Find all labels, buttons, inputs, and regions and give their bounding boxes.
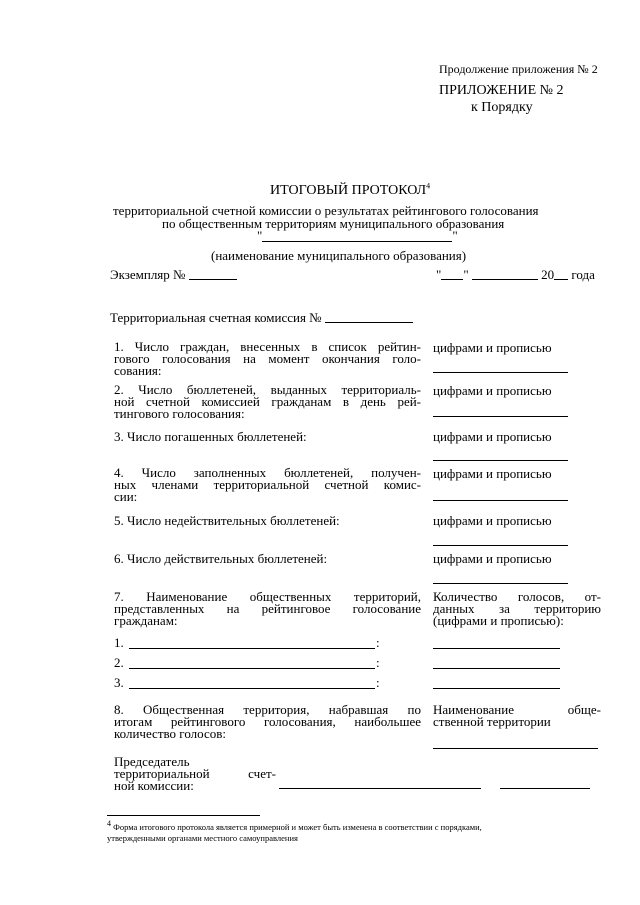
municipality-name-field: " "	[257, 228, 458, 243]
item-8-answer-line	[433, 748, 598, 749]
item-8-text: 8. Общественная территория, набравшая по итогам рейтингового голосования, наибольшее количество голосов:	[114, 702, 421, 741]
appendix-label: ПРИЛОЖЕНИЕ № 2	[439, 83, 564, 98]
territory-row-2-name-line	[129, 668, 375, 669]
chairman-name-line	[279, 788, 481, 789]
item-4-text: 4. Число заполненных бюллетеней, получен- ных членами территориальной счетной комис- сии:	[114, 465, 421, 504]
item-6-answer-hint: цифрами и прописью	[433, 551, 552, 566]
item-4-answer-line	[433, 500, 568, 501]
item-3-text: 3. Число погашенных бюллетеней:	[114, 429, 307, 444]
territory-row-1-name-line	[129, 648, 375, 649]
item-5-answer-hint: цифрами и прописью	[433, 513, 552, 528]
item-4-answer-hint: цифрами и прописью	[433, 466, 552, 481]
chairman-signature-label: Председатель территориальной счет- ной комиссии:	[114, 754, 276, 793]
continuation-label: Продолжение приложения № 2	[439, 62, 598, 76]
territory-row-1-votes-line	[433, 648, 560, 649]
title-line-2: по общественным территориям муниципального образования	[162, 216, 505, 231]
territory-row-3-colon: :	[376, 675, 380, 690]
copy-number-line: Экземпляр №	[110, 268, 237, 281]
document-title: ИТОГОВЫЙ ПРОТОКОЛ$^4$	[270, 181, 431, 198]
item-1-answer-hint: цифрами и прописью	[433, 340, 552, 355]
item-7-text: 7. Наименование общественных территорий, представленных на рейтинговое голосование гражданам:	[114, 589, 421, 628]
item-8-answer-hint: Наименование общe- ственной территории	[433, 702, 601, 729]
footnote-text: $^4$ Форма итогового протокола является примерной и может быть изменена в соответствии с порядками, утвержденными органами местного самоуправления	[107, 819, 482, 843]
date-line: " " 20 года	[436, 267, 595, 282]
item-2-text: 2. Число бюллетеней, выданных территориаль- ной счетной комиссией гражданам в день рей- тингового голосования:	[114, 382, 421, 421]
territory-row-1-number: 1.	[114, 635, 124, 650]
item-7-answer-hint: Количество голосов, от- данных за территорию (цифрами и прописью):	[433, 589, 601, 628]
territory-row-3-votes-line	[433, 688, 560, 689]
item-6-text: 6. Число действительных бюллетеней:	[114, 551, 328, 566]
footnote-reference: 4	[426, 181, 431, 191]
item-3-answer-hint: цифрами и прописью	[433, 429, 552, 444]
item-1-answer-line	[433, 372, 568, 373]
title-line-1: территориальной счетной комиссии о результатах рейтингового голосования	[113, 203, 539, 218]
municipality-caption: (наименование муниципального образования)	[211, 248, 467, 263]
item-2-answer-hint: цифрами и прописью	[433, 383, 552, 398]
territory-row-3-number: 3.	[114, 675, 124, 690]
territory-row-1-colon: :	[376, 635, 380, 650]
territory-row-3-name-line	[129, 688, 375, 689]
territory-row-2-colon: :	[376, 655, 380, 670]
item-1-text: 1. Число граждан, внесенных в список рейтин- гового голосования на момент окончания голо- сования:	[114, 339, 421, 378]
order-reference: к Порядку	[471, 100, 533, 115]
item-6-answer-line	[433, 583, 568, 584]
footnote-separator	[107, 815, 260, 816]
footnote-marker: 4	[107, 819, 111, 829]
chairman-signature-line	[500, 788, 590, 789]
item-3-answer-line	[433, 460, 568, 461]
territory-row-2-number: 2.	[114, 655, 124, 670]
item-5-answer-line	[433, 545, 568, 546]
item-5-text: 5. Число недействительных бюллетеней:	[114, 513, 340, 528]
item-2-answer-line	[433, 416, 568, 417]
commission-number-line: Территориальная счетная комиссия №	[110, 311, 413, 324]
territory-row-2-votes-line	[433, 668, 560, 669]
